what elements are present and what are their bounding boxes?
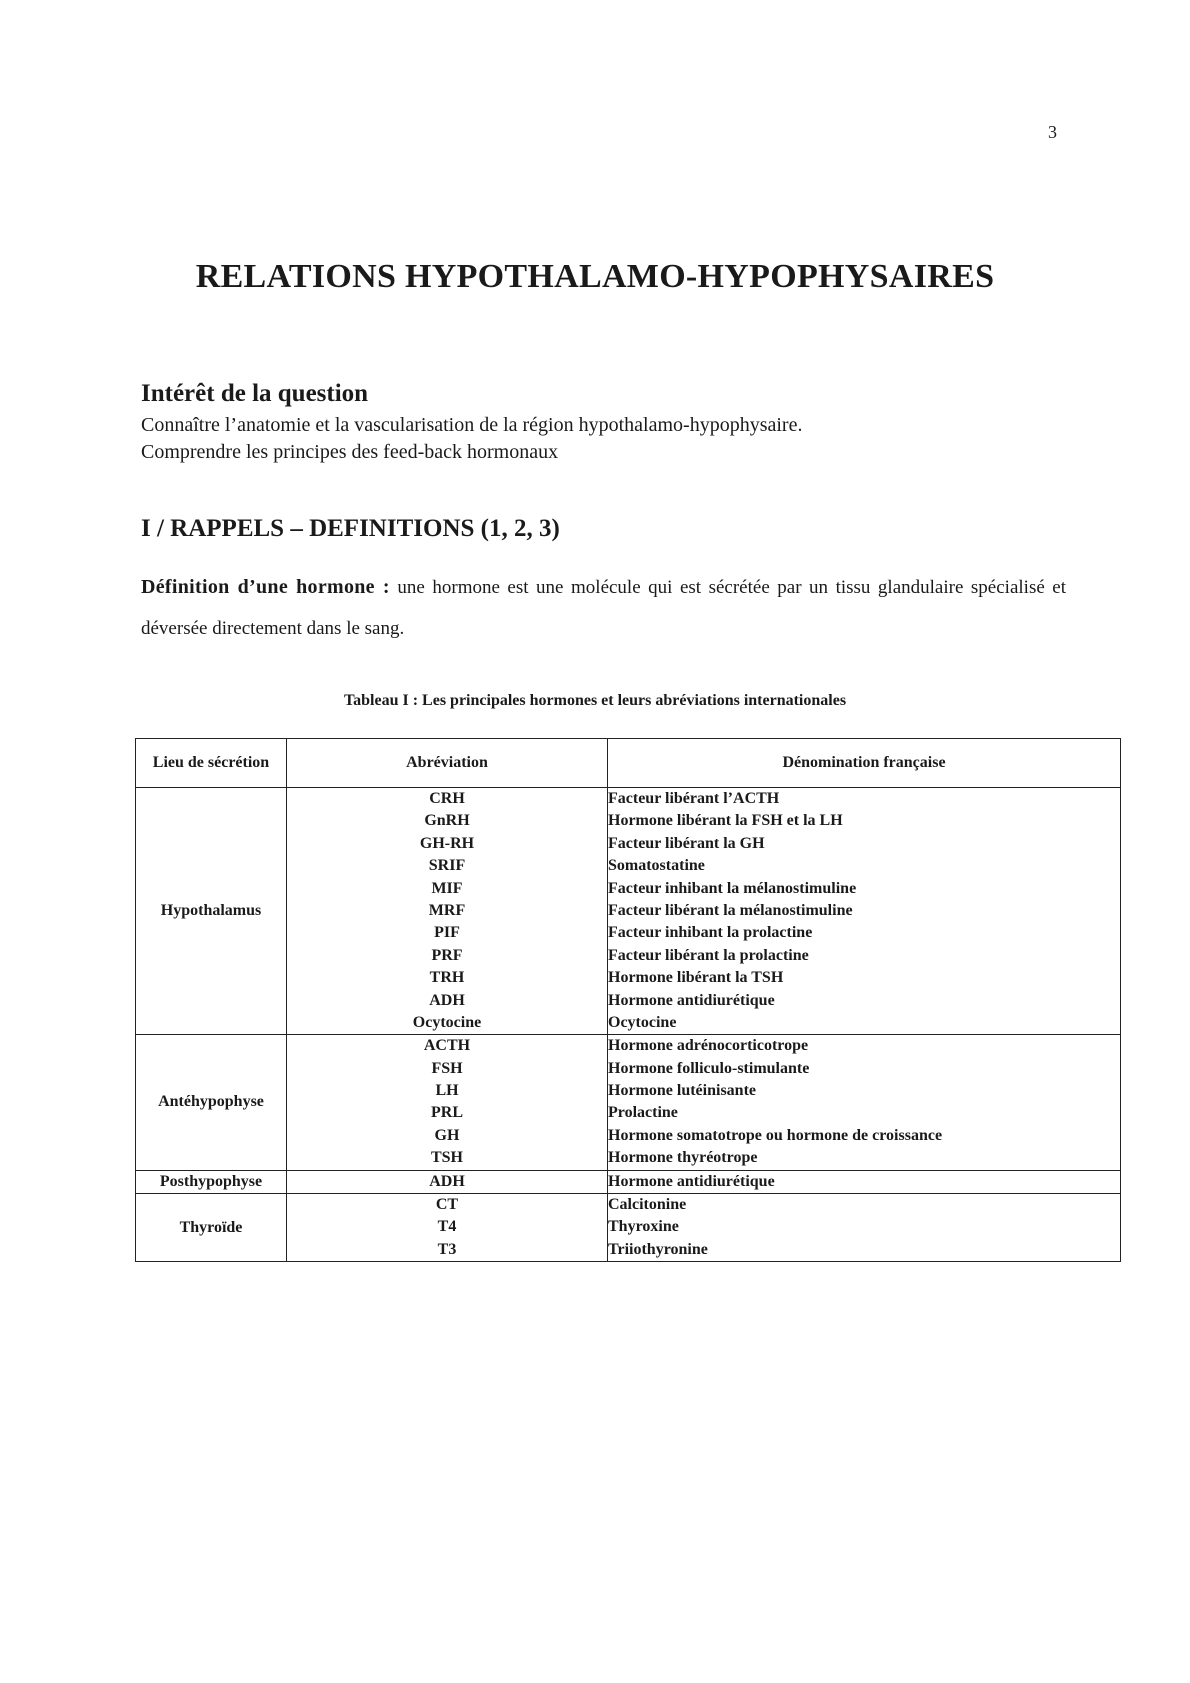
interest-heading: Intérêt de la question bbox=[141, 380, 369, 407]
french-name-cell: Hormone somatotrope ou hormone de croissance bbox=[608, 1126, 943, 1144]
abbreviation-cell: CRH bbox=[429, 790, 465, 807]
french-name-cell: Facteur libérant la prolactine bbox=[608, 946, 809, 964]
page-number: 3 bbox=[1048, 122, 1057, 142]
definition-text: une hormone est une molécule qui est sécrétée par un tissu glandulaire spécialisé et déversée directement dans le sang. bbox=[141, 577, 1066, 639]
interest-line: Comprendre les principes des feed-back hormonaux bbox=[141, 441, 559, 463]
section-heading: I / RAPPELS – DEFINITIONS (1, 2, 3) bbox=[141, 515, 560, 542]
french-name-cell: Hormone antidiurétique bbox=[608, 1172, 775, 1190]
abbreviation-cell: Ocytocine bbox=[412, 1013, 482, 1031]
french-name-cell: Hormone lutéinisante bbox=[608, 1082, 756, 1100]
definition-paragraph bbox=[141, 567, 1066, 649]
interest-line: Connaître l’anatomie et la vascularisation de la région hypothalamo-hypophysaire. bbox=[141, 414, 803, 436]
french-name-cell: Hormone libérant la FSH et la LH bbox=[608, 812, 843, 830]
abbreviation-cell: MRF bbox=[428, 901, 466, 919]
french-name-cell: Hormone antidiurétique bbox=[608, 991, 775, 1009]
abbreviation-cell: ADH bbox=[429, 1172, 465, 1190]
french-name-cell: Thyroxine bbox=[608, 1218, 679, 1236]
table-header-row bbox=[136, 739, 1121, 788]
abbreviation-cell: TRH bbox=[429, 969, 465, 987]
document-title: RELATIONS HYPOTHALAMO-HYPOPHYSAIRES bbox=[195, 258, 995, 295]
abbreviation-cell: MIF bbox=[431, 879, 463, 897]
group-location: Thyroïde bbox=[136, 1194, 287, 1262]
table-row bbox=[136, 1170, 1121, 1193]
table-row bbox=[136, 1194, 1121, 1262]
group-abbreviations bbox=[287, 1170, 608, 1193]
group-location: Posthypophyse bbox=[136, 1170, 287, 1193]
header-french-name: Dénomination française bbox=[608, 739, 1121, 788]
abbreviation-cell: SRIF bbox=[428, 857, 466, 875]
abbreviation-cell: PRF bbox=[431, 946, 463, 964]
abbreviation-cell: T4 bbox=[437, 1218, 457, 1236]
french-name-cell: Prolactine bbox=[608, 1104, 678, 1122]
group-french-names bbox=[608, 788, 1121, 1035]
table-row bbox=[136, 1035, 1121, 1170]
abbreviation-cell: T3 bbox=[437, 1240, 457, 1258]
abbreviation-cell: GH-RH bbox=[419, 834, 475, 852]
group-abbreviations bbox=[287, 1035, 608, 1170]
group-french-names bbox=[608, 1194, 1121, 1262]
group-abbreviations bbox=[287, 1194, 608, 1262]
table-body bbox=[136, 788, 1121, 1262]
abbreviation-cell: ADH bbox=[429, 991, 465, 1009]
abbreviation-cell: GH bbox=[434, 1126, 460, 1144]
interest-section bbox=[141, 380, 1101, 466]
group-location: Antéhypophyse bbox=[136, 1035, 287, 1170]
header-abbreviation: Abréviation bbox=[287, 739, 608, 788]
table-row bbox=[136, 788, 1121, 1035]
french-name-cell: Facteur libérant la mélanostimuline bbox=[608, 901, 853, 919]
abbreviation-cell: CT bbox=[435, 1196, 459, 1214]
french-name-cell: Calcitonine bbox=[608, 1196, 687, 1214]
french-name-cell: Facteur inhibant la prolactine bbox=[608, 924, 813, 942]
abbreviation-cell: PRL bbox=[431, 1104, 463, 1122]
french-name-cell: Hormone libérant la TSH bbox=[608, 969, 784, 987]
french-name-cell: Ocytocine bbox=[608, 1013, 677, 1031]
french-name-cell: Hormone folliculo-stimulante bbox=[608, 1059, 810, 1077]
group-abbreviations bbox=[287, 788, 608, 1035]
french-name-cell: Hormone thyréotrope bbox=[608, 1149, 758, 1167]
french-name-cell: Hormone adrénocorticotrope bbox=[608, 1037, 809, 1055]
abbreviation-cell: PIF bbox=[434, 924, 460, 942]
french-name-cell: Triiothyronine bbox=[608, 1240, 708, 1258]
abbreviation-cell: FSH bbox=[431, 1059, 463, 1077]
french-name-cell: Facteur libérant l’ACTH bbox=[608, 790, 780, 807]
definition-term: Définition d’une hormone : bbox=[141, 576, 390, 598]
abbreviation-cell: LH bbox=[435, 1082, 459, 1100]
hormones-table bbox=[135, 738, 1121, 1262]
abbreviation-cell: TSH bbox=[430, 1149, 463, 1167]
group-french-names bbox=[608, 1035, 1121, 1170]
french-name-cell: Facteur inhibant la mélanostimuline bbox=[608, 879, 857, 897]
french-name-cell: Somatostatine bbox=[608, 857, 705, 875]
header-location: Lieu de sécrétion bbox=[136, 739, 287, 788]
french-name-cell: Facteur libérant la GH bbox=[608, 834, 765, 852]
abbreviation-cell: ACTH bbox=[423, 1037, 471, 1055]
group-location: Hypothalamus bbox=[136, 788, 287, 1035]
table-caption: Tableau I : Les principales hormones et leurs abréviations internationales bbox=[343, 692, 847, 709]
group-french-names bbox=[608, 1170, 1121, 1193]
abbreviation-cell: GnRH bbox=[424, 812, 470, 830]
